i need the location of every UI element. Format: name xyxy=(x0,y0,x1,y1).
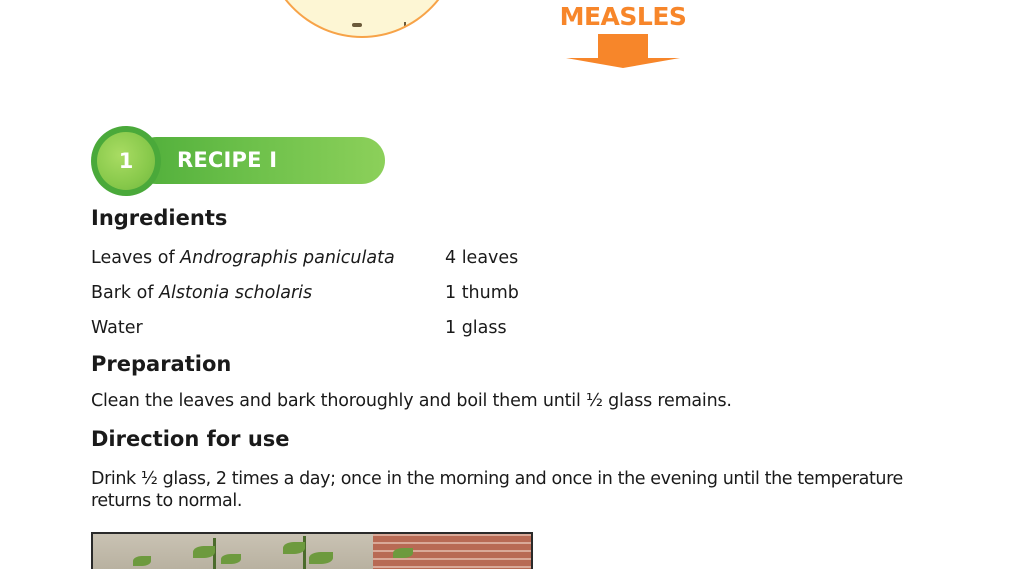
photo-leaf xyxy=(133,556,151,566)
ingredient-name: Leaves of Andrographis paniculata xyxy=(91,248,395,268)
disease-title: MEASLES xyxy=(559,2,687,31)
ingredients-heading: Ingredients xyxy=(91,206,228,230)
photo-leaf xyxy=(283,542,305,554)
illustration-circle xyxy=(262,0,462,38)
preparation-text: Clean the leaves and bark thoroughly and boil them until ½ glass remains. xyxy=(91,391,732,411)
plant-photo xyxy=(91,532,533,569)
photo-leaf xyxy=(309,552,333,564)
preparation-heading: Preparation xyxy=(91,352,232,376)
ingredient-name: Bark of Alstonia scholaris xyxy=(91,283,313,303)
arrow-down-icon xyxy=(566,34,680,68)
ingredient-species: Alstonia scholaris xyxy=(159,283,313,303)
recipe-banner xyxy=(91,126,386,196)
illustration-mark xyxy=(404,22,420,29)
ingredient-quantity: 4 leaves xyxy=(445,248,519,268)
photo-leaf xyxy=(221,554,241,564)
recipe-number-badge xyxy=(91,126,161,196)
illustration-mark xyxy=(352,23,362,27)
recipe-title: RECIPE I xyxy=(177,148,278,172)
photo-leaf xyxy=(193,546,215,558)
recipe-number: 1 xyxy=(97,132,155,190)
ingredient-quantity: 1 glass xyxy=(445,318,507,338)
ingredient-species: Andrographis paniculata xyxy=(180,248,395,268)
ingredient-quantity: 1 thumb xyxy=(445,283,519,303)
photo-leaf xyxy=(393,548,413,558)
photo-plant-stem xyxy=(303,536,306,569)
direction-text: Drink ½ glass, 2 times a day; once in the morning and once in the evening until the temperature returns to normal. xyxy=(91,469,903,511)
ingredient-name: Water xyxy=(91,318,143,338)
direction-heading: Direction for use xyxy=(91,427,290,451)
